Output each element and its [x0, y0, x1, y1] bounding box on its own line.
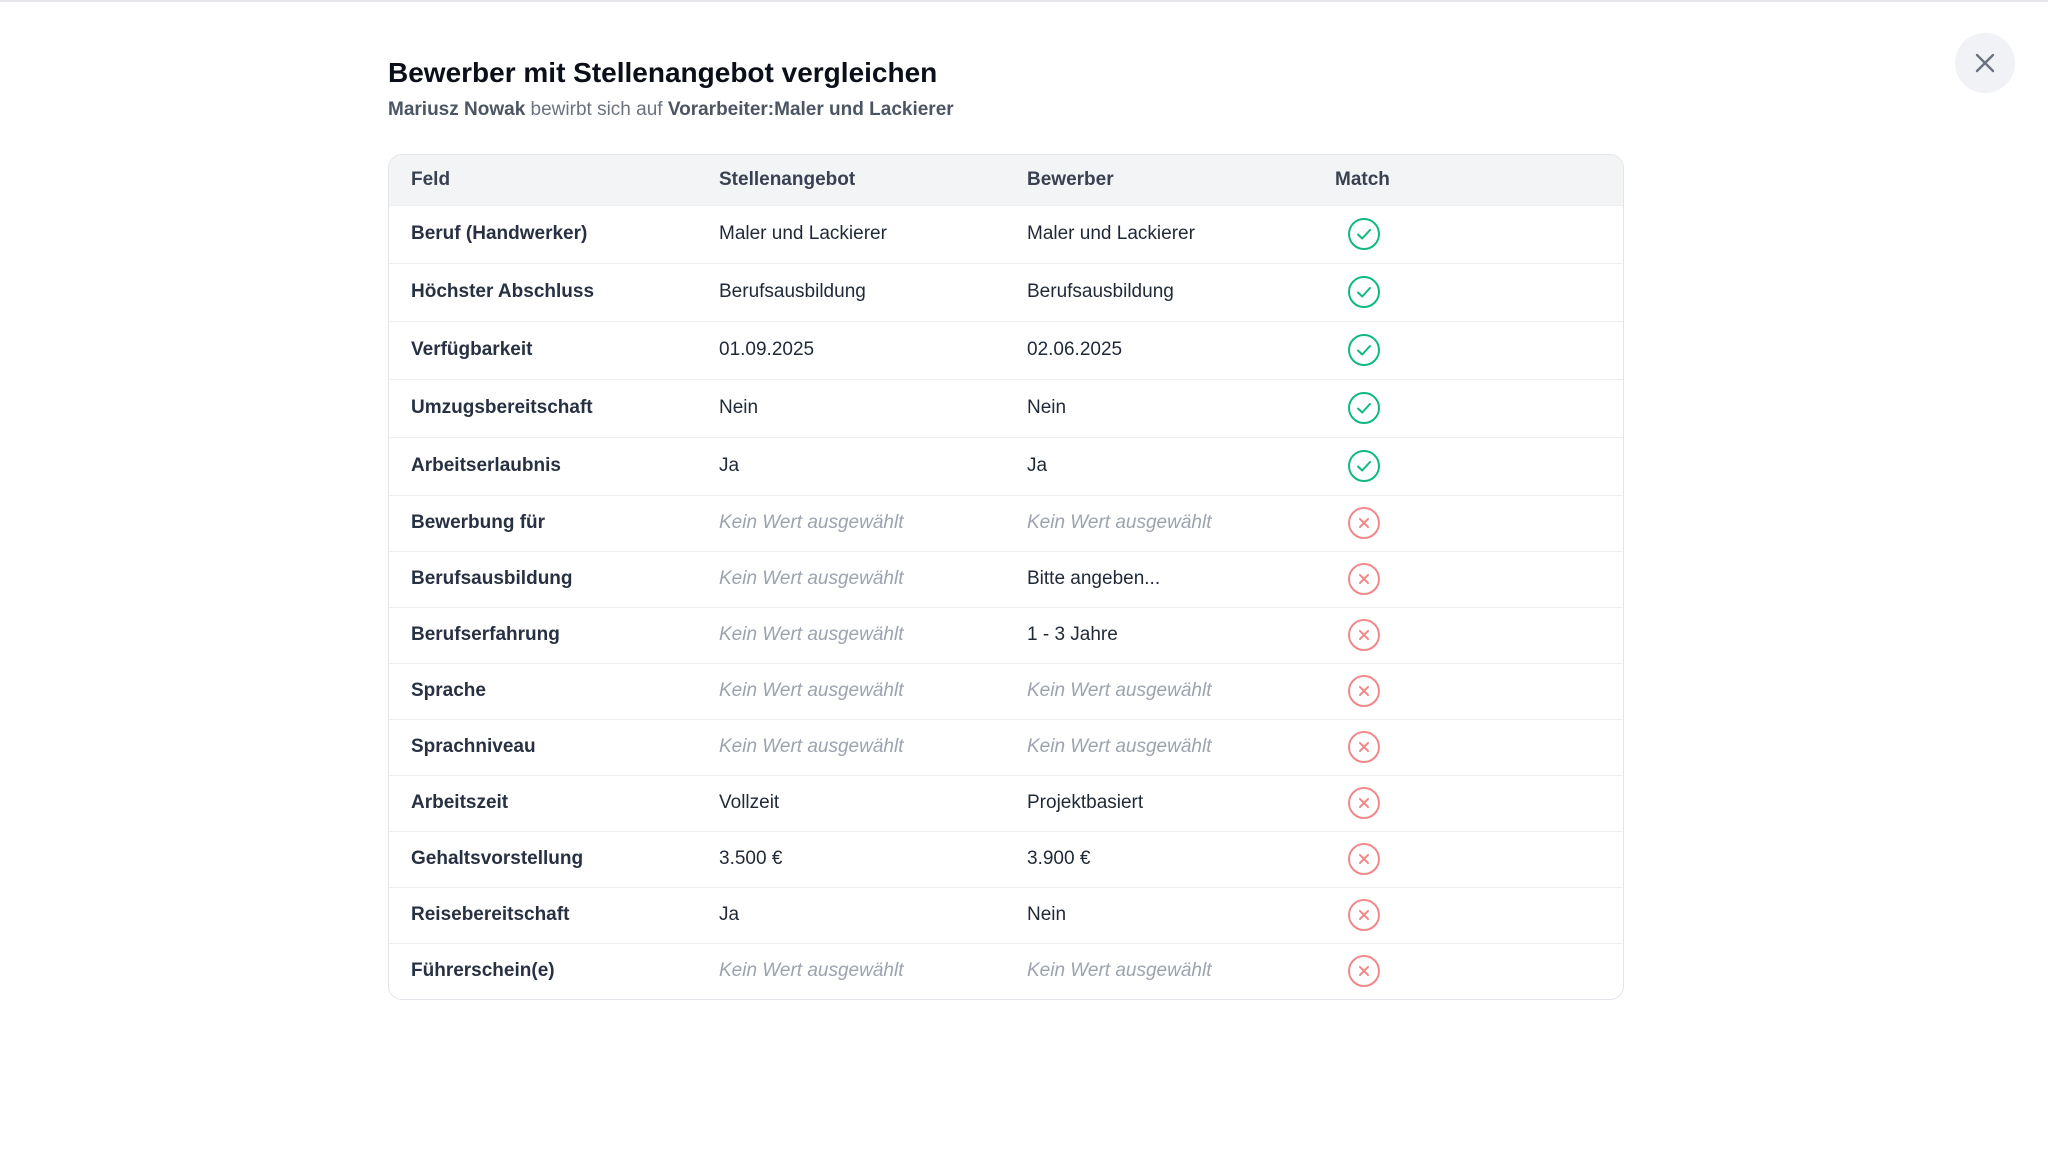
row-match-status	[1313, 263, 1623, 321]
row-applicant-value: Projektbasiert	[1027, 792, 1144, 813]
row-applicant-value: Nein	[1027, 904, 1067, 925]
row-applicant-value: 02.06.2025	[1027, 339, 1123, 360]
row-applicant-value: Maler und Lackierer	[1027, 223, 1195, 244]
table-row	[389, 663, 1623, 719]
row-match-status	[1313, 321, 1623, 379]
table-row	[389, 775, 1623, 831]
modal-title: Bewerber mit Stellenangebot vergleichen	[388, 57, 938, 88]
row-match-status	[1313, 831, 1623, 887]
row-match-status	[1313, 887, 1623, 943]
close-icon	[1974, 52, 1996, 74]
row-job-value: Kein Wert ausgewählt	[719, 568, 904, 589]
row-job-value: Kein Wert ausgewählt	[719, 512, 904, 533]
row-field-label: Höchster Abschluss	[411, 281, 595, 302]
table-header-row	[389, 155, 1623, 205]
row-applicant-value: Kein Wert ausgewählt	[1027, 960, 1212, 982]
row-match-status	[1313, 495, 1623, 551]
header-job: Stellenangebot	[719, 168, 856, 190]
row-applicant-value: Ja	[1027, 455, 1048, 476]
x-circle-icon	[1347, 842, 1381, 876]
check-circle-icon	[1347, 333, 1381, 367]
row-applicant-value: Kein Wert ausgewählt	[1027, 736, 1212, 757]
row-job-value: Kein Wert ausgewählt	[719, 736, 904, 757]
row-job-value: Kein Wert ausgewählt	[719, 680, 904, 701]
modal-subtitle	[388, 96, 954, 124]
row-field-label: Gehaltsvorstellung	[411, 848, 584, 869]
row-field-label: Umzugsbereitschaft	[411, 397, 593, 418]
x-circle-icon	[1347, 506, 1381, 540]
table-row	[389, 379, 1623, 437]
table-row	[389, 943, 1623, 999]
table-row	[389, 551, 1623, 607]
row-applicant-value: Bitte angeben...	[1027, 568, 1161, 589]
row-field-label: Reisebereitschaft	[411, 904, 570, 925]
row-applicant-value: Kein Wert ausgewählt	[1027, 680, 1212, 701]
job-title: Vorarbeiter:Maler und Lackierer	[667, 99, 954, 120]
row-field-label: Sprachniveau	[411, 736, 536, 757]
row-field-label: Sprache	[411, 680, 486, 701]
row-match-status	[1313, 379, 1623, 437]
table-row	[389, 321, 1623, 379]
row-match-status	[1313, 205, 1623, 263]
x-circle-icon	[1347, 954, 1381, 988]
row-match-status	[1313, 775, 1623, 831]
row-field-label: Bewerbung für	[411, 512, 546, 533]
table-row	[389, 205, 1623, 263]
row-match-status	[1313, 719, 1623, 775]
row-job-value: Maler und Lackierer	[719, 223, 887, 244]
row-match-status	[1313, 437, 1623, 495]
row-field-label: Berufserfahrung	[411, 624, 560, 645]
x-circle-icon	[1347, 674, 1381, 708]
table-row	[389, 263, 1623, 321]
row-job-value: 3.500 €	[719, 848, 783, 869]
header-match: Match	[1335, 168, 1390, 190]
subtitle-connector: bewirbt sich auf	[530, 99, 663, 120]
table-row	[389, 719, 1623, 775]
header-field: Feld	[411, 168, 451, 190]
modal-header	[388, 54, 954, 124]
row-match-status	[1313, 663, 1623, 719]
close-button[interactable]	[1955, 33, 2015, 93]
header-applicant: Bewerber	[1027, 168, 1114, 190]
row-field-label: Führerschein(e)	[411, 960, 555, 982]
x-circle-icon	[1347, 898, 1381, 932]
x-circle-icon	[1347, 730, 1381, 764]
row-job-value: Kein Wert ausgewählt	[719, 624, 904, 645]
row-job-value: Berufsausbildung	[719, 281, 866, 302]
row-applicant-value: Berufsausbildung	[1027, 281, 1174, 302]
row-applicant-value: Nein	[1027, 397, 1067, 418]
x-circle-icon	[1347, 618, 1381, 652]
row-job-value: Kein Wert ausgewählt	[719, 960, 904, 982]
row-applicant-value: Kein Wert ausgewählt	[1027, 512, 1212, 533]
applicant-name: Mariusz Nowak	[388, 99, 526, 120]
row-applicant-value: 3.900 €	[1027, 848, 1091, 869]
row-field-label: Beruf (Handwerker)	[411, 223, 588, 244]
row-match-status	[1313, 607, 1623, 663]
row-match-status	[1313, 943, 1623, 999]
check-circle-icon	[1347, 275, 1381, 309]
x-circle-icon	[1347, 786, 1381, 820]
row-job-value: Ja	[719, 904, 740, 925]
comparison-table	[388, 154, 1624, 1000]
row-field-label: Berufsausbildung	[411, 568, 573, 589]
row-field-label: Arbeitserlaubnis	[411, 455, 561, 476]
check-circle-icon	[1347, 391, 1381, 425]
row-match-status	[1313, 551, 1623, 607]
x-circle-icon	[1347, 562, 1381, 596]
row-job-value: Ja	[719, 455, 740, 476]
table-row	[389, 495, 1623, 551]
row-job-value: 01.09.2025	[719, 339, 815, 360]
table-row	[389, 831, 1623, 887]
table-row	[389, 607, 1623, 663]
table-row	[389, 437, 1623, 495]
row-field-label: Verfügbarkeit	[411, 339, 533, 360]
row-applicant-value: 1 - 3 Jahre	[1027, 624, 1118, 645]
check-circle-icon	[1347, 217, 1381, 251]
table-row	[389, 887, 1623, 943]
row-field-label: Arbeitszeit	[411, 792, 509, 813]
check-circle-icon	[1347, 449, 1381, 483]
row-job-value: Vollzeit	[719, 792, 780, 813]
row-job-value: Nein	[719, 397, 759, 418]
